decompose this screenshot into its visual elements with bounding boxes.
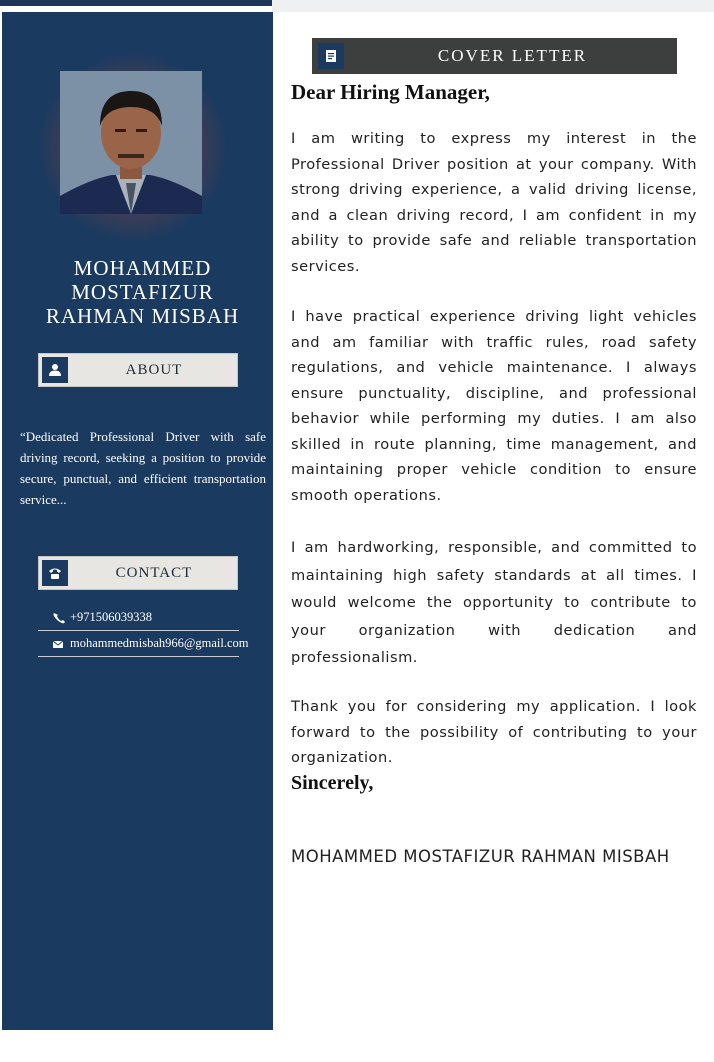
sidebar <box>2 12 273 1030</box>
paragraph-2: I have practical experience driving light vehicles and am familiar with traffic rules, road safety regulations, and vehicle maintenance. I always ensure punctuality, discipline, and professional behavior while performing my duties. I am also skilled in route planning, time management, and maintaining proper vehicle condition to ensure smooth operations. <box>291 308 697 504</box>
name-line-2: MOSTAFIZUR <box>71 280 214 304</box>
contact-phone-row <box>38 606 239 631</box>
contact-phone[interactable]: +971506039338 <box>70 610 153 624</box>
contact-header <box>38 556 238 590</box>
phone-icon <box>42 560 68 586</box>
salutation: Dear Hiring Manager, <box>291 80 490 104</box>
about-label: ABOUT <box>125 362 183 378</box>
paragraph-3: I am hardworking, responsible, and committed to maintaining high safety standards at all times. I would welcome the opportunity to contribute to your organization with dedication and professionalism. <box>291 539 697 666</box>
paragraph-4: Thank you for considering my application. I look forward to the possibility of contributing to your organization. <box>291 698 697 766</box>
handset-icon <box>52 612 66 624</box>
user-icon <box>42 357 68 383</box>
cover-letter-title: COVER LETTER <box>437 46 588 65</box>
about-header <box>38 353 238 387</box>
contact-email[interactable]: mohammedmisbah966@gmail.com <box>70 636 249 650</box>
closing: Sincerely, <box>291 772 374 794</box>
profile-photo <box>60 71 202 214</box>
name-line-1: MOHAMMED <box>73 256 212 280</box>
envelope-icon <box>52 638 66 650</box>
paragraph-1: I am writing to express my interest in the Professional Driver position at your company. With strong driving experience, a valid driving license, and a clean driving record, I am confident in my ability to provide safe and reliable transportation services. <box>291 130 697 275</box>
name-line-3: RAHMAN MISBAH <box>45 304 240 328</box>
top-light-bar <box>272 0 714 12</box>
top-accent-bar <box>0 0 272 6</box>
signature: MOHAMMED MOSTAFIZUR RAHMAN MISBAH <box>291 847 670 866</box>
contact-label: CONTACT <box>115 565 193 581</box>
about-text: “Dedicated Professional Driver with safe driving record, seeking a position to provide secure, punctual, and efficient transportation service... <box>20 429 266 507</box>
candidate-name <box>2 256 283 328</box>
contact-email-row <box>38 632 249 657</box>
document-icon <box>318 43 344 69</box>
cover-letter-banner <box>312 38 677 74</box>
